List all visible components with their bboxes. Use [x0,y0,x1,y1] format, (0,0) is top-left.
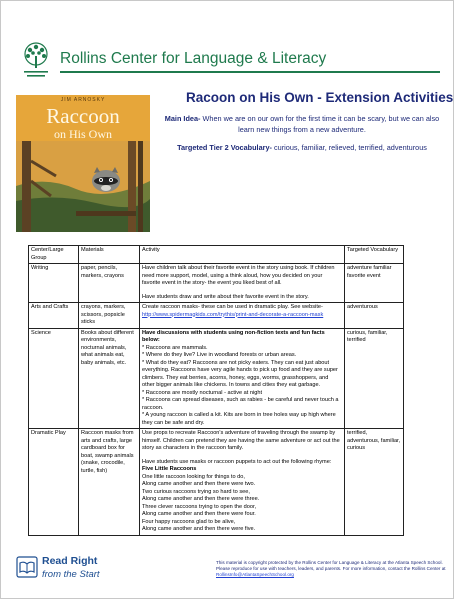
footer-brand-subtitle: from the Start [42,569,100,580]
activity-cell [140,328,345,429]
activity-text: Have children talk about their favorite event in the story using book. If children need more support, model, using a think aloud, how you decided on your favorite event in the story- the event you liked best of all. [142,265,335,286]
footer-brand-title: Read Right [42,555,98,567]
header-center: Center/Large Group [29,246,79,264]
raccoon-mask-link[interactable]: http://www.spidermagkids.com/trythis/print-and-decorate-a-raccoon-mask [142,311,324,318]
activity-cell [140,303,345,329]
open-book-icon [16,556,38,578]
center-cell: Writing [29,264,79,303]
copyright-notice [216,560,446,578]
header-vocabulary: Targeted Vocabulary [345,246,404,264]
rhyme-line: Four happy raccoons glad to be alive, [142,518,236,525]
vocabulary-cell: terrified, adventurous, familiar, curious [345,429,404,536]
table-header-row [29,246,404,264]
materials-cell: paper, pencils, markers, crayons [79,264,140,303]
rhyme-title: Five Little Raccoons [142,466,197,472]
activity-cell [140,264,345,303]
org-name: Rollins Center for Language & Literacy [60,50,327,67]
materials-cell: Raccoon masks from arts and crafts, large cardboard box for boat, swamp animals (snake, crocodile, turtle, fish) [79,429,140,536]
fact-item: * Raccoons are mostly nocturnal - active at night [142,389,263,396]
table-row [29,328,404,429]
fact-item: * Raccoons can spread diseases, such as rabies - be careful and never touch a raccoon. [142,397,339,411]
science-heading: Have discussions with students using non-fiction texts and fun facts below: [142,329,325,343]
vocabulary-cell: curious, familiar, terrified [345,328,404,429]
contact-email-link[interactable]: RollinsInfo@AtlantaSpeechSchool.org [216,572,294,577]
fact-item: * Where do they live? Live in woodland forests or urban areas. [142,352,297,358]
targeted-vocabulary [161,142,443,153]
copyright-text: This material is copyright protected by the Rollins Center for Language & Literacy at the Atlanta Speech School. Please reproduce for use with teachers, leaders, and parents. For more information, contact the Rollins Center at [216,560,446,571]
vocab-label: Targeted Tier 2 Vocabulary- [177,143,272,152]
header-activity: Activity [140,246,345,264]
vocabulary-cell: adventurous [345,303,404,329]
main-idea-label: Main Idea- [164,114,201,123]
table-row [29,429,404,536]
header-divider [60,71,440,73]
activity-cell [140,429,345,536]
rhyme-line: Along came another and then there were five. [142,526,256,532]
center-cell: Dramatic Play [29,429,79,536]
center-cell: Science [29,328,79,429]
activity-text: Use props to recreate Raccoon's adventure of traveling through the swamp by himself. Children can pretend they are having the same adventure or act out the story as characters in the raccoon family. [142,430,340,451]
book-cover-image [16,95,150,232]
book-title-line1: Raccoon [46,104,120,128]
raccoon-illustration [16,141,150,232]
table-row [29,303,404,329]
rhyme-line: One little raccoon looking for things to do, [142,473,245,480]
rhyme-line: Two curious raccoons trying so hard to see, [142,488,250,495]
fact-item: * A young raccoon is called a kit. Kits are born in tree holes way up high where they can be safe and dry. [142,412,336,426]
vocab-text: curious, familiar, relieved, terrified, adventurous [271,143,427,152]
book-title-line2: on His Own [53,127,112,141]
fact-item: * What do they eat? Raccoons are not picky eaters. They can eat just about everything. Raccoons have very agile hands to pick up food and they are super climbers. They eat berries, acorns, honey, eggs, worms, grasshoppers, and other bigger animals like chickens. In towns and cities they eat garbage. [142,359,338,388]
activity-text: Have students draw and write about their favorite event in the story. [142,293,309,300]
rhyme-line: Along came another and then there were two. [142,481,256,487]
page-title: Racoon on His Own - Extension Activities [186,90,454,105]
rhyme-line: Along came another and then there were three. [142,496,260,502]
main-idea [161,113,443,135]
materials-cell: crayons, markers, scissors, popsicle sticks [79,303,140,329]
table-row [29,264,404,303]
fact-item: * Raccoons are mammals. [142,344,208,351]
center-cell: Arts and Crafts [29,303,79,329]
book-author: JIM ARNOSKY [60,97,106,103]
materials-cell: Books about different environments, nocturnal animals, what animals eat, baby animals, etc. [79,328,140,429]
vocabulary-cell: adventure familiar favorite event [345,264,404,303]
rhyme-line: Three clever raccoons trying to open the door, [142,503,257,510]
tree-logo-icon [16,40,56,80]
header-materials: Materials [79,246,140,264]
main-idea-text: When we are on our own for the first time it can be scary, but we can also learn new things from a new adventure. [200,114,440,134]
rhyme-line: Along came another and then there were four. [142,511,256,517]
activities-table [28,245,404,536]
activity-text: Create raccoon masks- these can be used in dramatic play. See website- [142,304,323,310]
activity-text: Have students use masks or raccoon puppets to act out the following rhyme: [142,458,332,465]
